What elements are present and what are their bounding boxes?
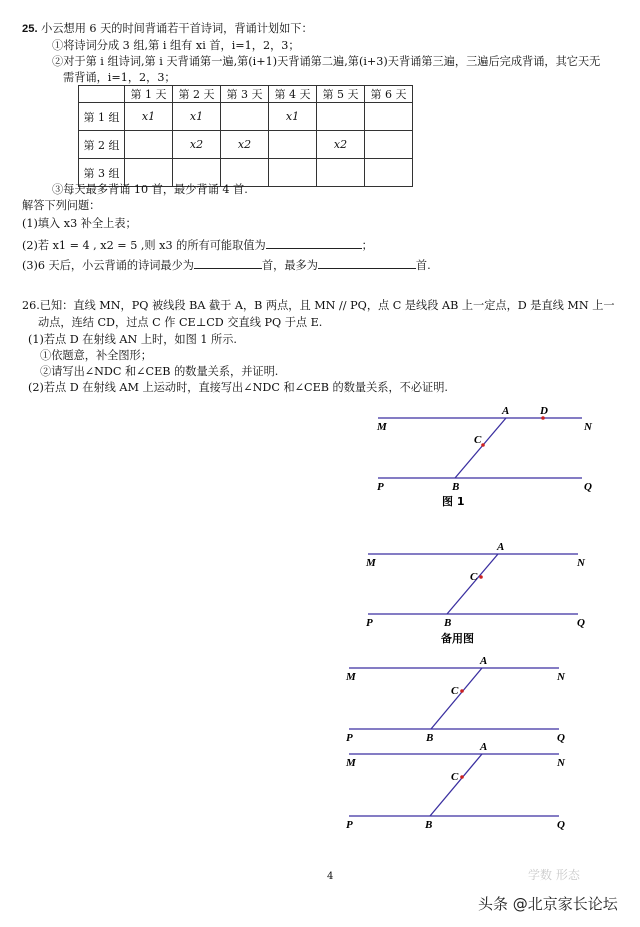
segment-ab [430,754,482,816]
label-c: C [474,434,482,446]
label-q: Q [577,617,585,629]
table-header-cell: 第 5 天 [317,86,365,103]
q26-sub-1: (1)若点 D 在射线 AN 上时，如图 1 所示. [28,333,237,346]
q26-sub-1-a: ①依题意，补全图形； [40,349,152,362]
label-m: M [366,557,376,569]
table-header-cell: 第 1 天 [125,86,173,103]
label-m: M [346,757,356,769]
label-a: A [480,655,488,667]
label-d: D [540,405,548,417]
q25-part-2-text: (2)若 x1 = 4 , x2 = 5 ,则 x3 的所有可能取值为 [22,239,266,252]
label-n: N [557,757,565,769]
figure-2 [365,541,586,645]
table-cell: x2 [173,131,221,159]
segment-ab [455,418,506,478]
label-c: C [470,571,478,583]
q25-stem: 25. 小云想用 6 天的时间背诵若干首诗词，背诵计划如下： [22,22,313,35]
faint-watermark: 学数 形态 [528,868,580,882]
point-c [479,575,483,579]
label-n: N [584,421,592,433]
label-c: C [451,771,459,783]
label-b: B [425,819,433,831]
figure-1-caption: 图 1 [442,495,465,508]
q25-part-1: (1)填入 x3 补全上表； [22,217,137,230]
figure-3 [345,655,566,744]
point-c [460,775,464,779]
label-p: P [346,732,353,744]
table-cell: x1 [173,103,221,131]
q25-condition-1: ①将诗词分成 3 组,第 i 组有 xi 首，i=1，2，3； [52,39,300,52]
q26-sub-1-b: ②请写出∠NDC 和∠CEB 的数量关系，并证明. [40,365,279,378]
label-p: P [377,481,384,493]
table-cell: x1 [125,103,173,131]
table-header-cell: 第 6 天 [365,86,413,103]
label-q: Q [557,819,565,831]
q26-stem-line-2: 动点，连结 CD，过点 C 作 CE⊥CD 交直线 PQ 于点 E. [38,316,323,329]
table-cell: x2 [317,131,365,159]
q26-sub-2: (2)若点 D 在射线 AM 上运动时，直接写出∠NDC 和∠CEB 的数量关系，不必证明. [28,381,448,394]
q25-condition-3: ③每天最多背诵 10 首，最少背诵 4 首. [52,183,248,196]
figure-2-caption: 备用图 [441,632,474,645]
table-row-label: 第 1 组 [79,103,125,131]
label-m: M [346,671,356,683]
label-a: A [480,741,488,753]
label-b: B [452,481,460,493]
label-q: Q [557,732,565,744]
point-c [481,443,485,447]
q25-condition-2-line-1: ②对于第 i 组诗词,第 i 天背诵第一遍,第(i+1)天背诵第二遍,第(i+3)天背诵第三遍，三遍后完成背诵，其它天无 [52,55,601,68]
table-row-label: 第 2 组 [79,131,125,159]
segment-ab [431,668,482,729]
page-number: 4 [327,871,334,882]
q25-part-3-text-c: 首. [415,259,431,272]
figure-4 [345,741,566,831]
label-n: N [557,671,565,683]
source-watermark: 头条 @北京家长论坛 [478,895,618,913]
label-q: Q [584,481,592,493]
table-cell: x1 [269,103,317,131]
figure-1 [376,405,593,508]
q25-solve-heading: 解答下列问题： [22,199,101,212]
label-c: C [451,685,459,697]
label-p: P [366,617,373,629]
table-header-cell: 第 3 天 [221,86,269,103]
table-header-cell: 第 2 天 [173,86,221,103]
q25-part-3-text-a: (3)6 天后，小云背诵的诗词最少为 [22,259,194,272]
q26-stem-line-1: 26.已知：直线 MN，PQ 被线段 BA 截于 A，B 两点，且 MN // PQ，点 C 是线段 AB 上一定点，D 是直线 MN 上一 [22,299,615,312]
q25-part-2-end: ； [361,239,373,252]
label-b: B [444,617,452,629]
label-a: A [497,541,505,553]
point-c [460,689,464,693]
table-row-label: 第 3 组 [79,159,125,187]
label-n: N [577,557,585,569]
q25-condition-2-line-2: 需背诵，i=1，2，3； [63,71,176,84]
label-b: B [426,732,434,744]
label-a: A [502,405,510,417]
label-m: M [377,421,387,433]
q25-part-3-text-b: 首，最多为 [261,259,318,272]
label-p: P [346,819,353,831]
table-header-cell: 第 4 天 [269,86,317,103]
segment-ab [447,554,498,614]
table-cell: x2 [221,131,269,159]
